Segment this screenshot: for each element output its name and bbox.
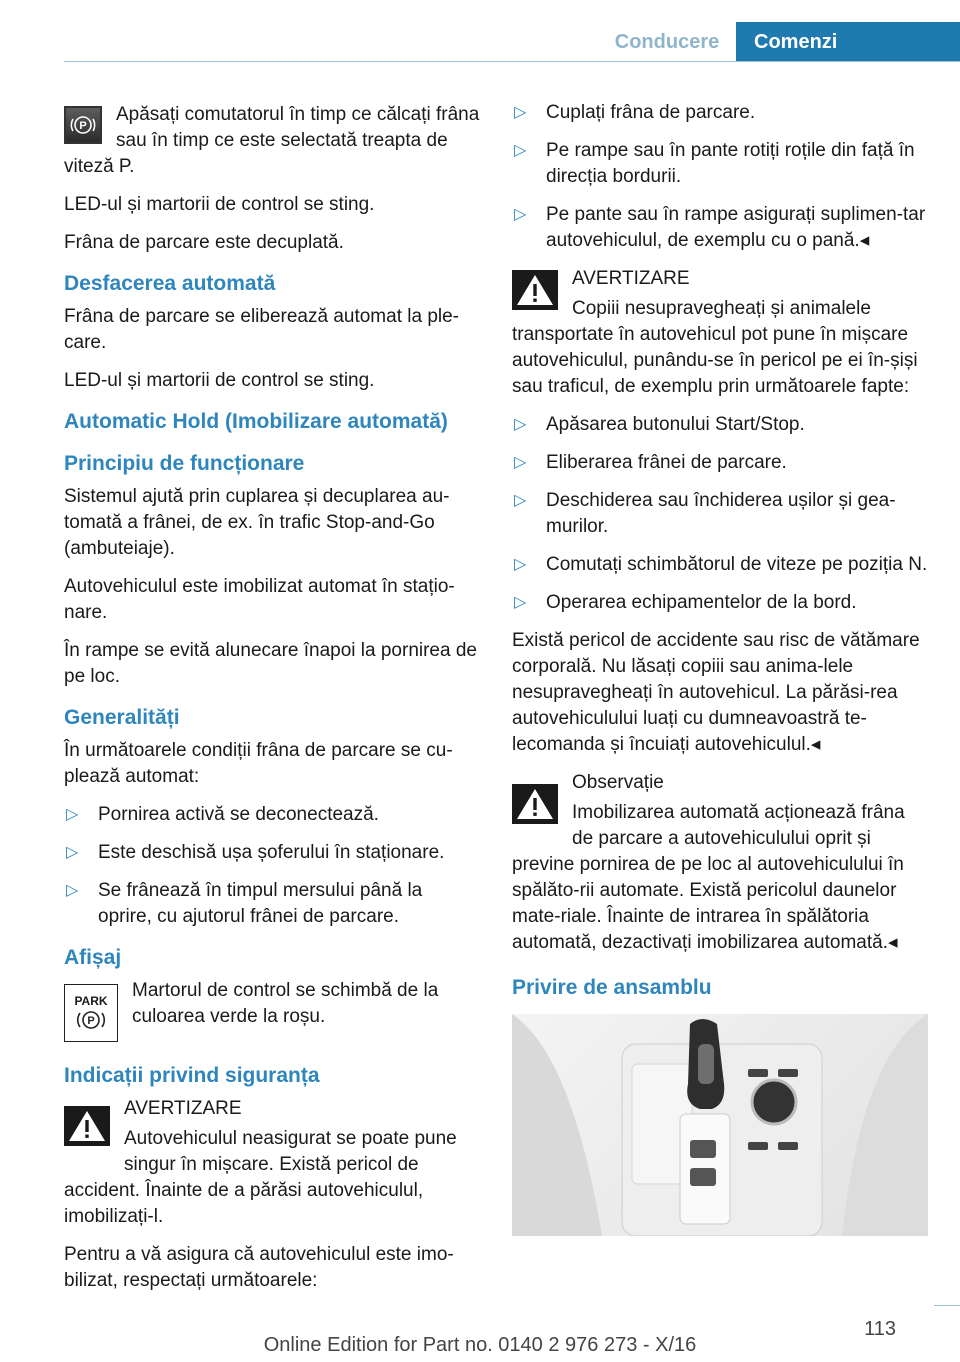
list-item: ▷ Este deschisă ușa șoferului în staționare.: [64, 840, 480, 866]
bullet-list: [512, 100, 928, 254]
paragraph: Pentru a vă asigura că autovehiculul este imo-bilizat, respectați următoarele:: [64, 1244, 454, 1291]
bullet-list: [64, 802, 480, 930]
svg-text:P: P: [87, 1015, 95, 1027]
tab-comenzi[interactable]: Comenzi: [736, 22, 960, 62]
triangle-bullet-icon: ▷: [514, 104, 527, 121]
paragraph: Martorul de control se schimbă de la culoarea verde la roșu.: [132, 980, 439, 1027]
section-heading: Afișaj: [64, 946, 122, 969]
list-item: ▷ Operarea echipamentelor de la bord.: [512, 590, 928, 616]
warning-block: [512, 266, 928, 400]
note-text: Imobilizarea automată acționează frâna de parcare a autovehiculului oprit și previne pornirea de pe loc al autovehiculului în spălăto-rii automate. Există pericolul daunelor mate-riale. Înainte de intrarea în spălătoria automată, dezactivați imobilizarea automată.◂: [512, 802, 905, 953]
list-item: ▷ Apăsarea butonului Start/Stop.: [512, 412, 928, 438]
parking-brake-block: [64, 100, 480, 192]
tab-conducere[interactable]: Conducere: [614, 30, 720, 53]
list-item: ▷ Se frânează în timpul mersului până la oprire, cu ajutorul frânei de parcare.: [66, 880, 423, 927]
list-item: ▷ Pornirea activă se deconectează.: [64, 802, 480, 828]
list-item: ▷ Pe rampe sau în pante rotiți roțile din față în direcția bordurii.: [514, 140, 915, 187]
paragraph: LED-ul și martorii de control se sting.: [64, 370, 375, 391]
note-block: [512, 770, 928, 956]
list-item: ▷ Deschiderea sau închiderea ușilor și gea-murilor.: [514, 490, 896, 537]
list-item: ▷ Eliberarea frânei de parcare.: [512, 450, 928, 476]
paragraph: Frâna de parcare este decuplată.: [64, 232, 344, 253]
paragraph: Apăsați comutatorul în timp ce călcați frâna sau în timp ce este selectată treapta de viteză P.: [64, 104, 480, 177]
list-item: ▷ Cuplați frâna de parcare.: [512, 100, 928, 126]
section-heading: Automatic Hold (Imobilizare automată): [64, 410, 448, 433]
svg-text:P: P: [79, 120, 87, 132]
paragraph: Există pericol de accidente sau risc de vătămare corporală. Nu lăsați copiii sau anima-lele nesupravegheați în autovehicul. La părăsi-rea autovehiculului luați cu dumneavoastră te-lecomanda și încuiați autovehiculul.◂: [512, 630, 920, 755]
left-column: [64, 100, 480, 1306]
warning-triangle-icon: [512, 270, 558, 315]
warning-triangle-icon: [64, 1106, 110, 1151]
triangle-bullet-icon: ▷: [514, 416, 527, 433]
paragraph: LED-ul și martorii de control se sting.: [64, 194, 375, 215]
footer-edition: Online Edition for Part no. 0140 2 976 273 - X/16: [263, 1334, 697, 1356]
bullet-list: [512, 412, 928, 616]
triangle-bullet-icon: ▷: [514, 492, 527, 509]
list-item: ▷ Pe pante sau în rampe asigurați suplimen-tar autovehiculul, de exemplu cu o pană.◂: [514, 204, 926, 251]
right-column: [512, 100, 928, 1236]
triangle-bullet-icon: ▷: [514, 594, 527, 611]
paragraph: Frâna de parcare se eliberează automat la ple-care.: [64, 306, 460, 353]
center-console-photo: [512, 1014, 928, 1236]
paragraph: Autovehiculul este imobilizat automat în stațio-nare.: [64, 576, 455, 623]
section-heading: Principiu de funcționare: [64, 452, 305, 475]
warning-triangle-icon: [512, 784, 558, 829]
note-title: Observație: [572, 772, 664, 793]
triangle-bullet-icon: ▷: [66, 882, 79, 899]
footer-divider: [934, 1305, 960, 1306]
warning-text: Copiii nesupravegheați și animalele transportate în autovehicul pot pune în mișcare autovehiculul, punându-se în pericol pe ei în-șiși sau traficul, de exemplu prin următoarele fapte:: [512, 298, 918, 397]
park-indicator-block: [64, 978, 480, 1048]
paragraph: În următoarele condiții frâna de parcare se cu-plează automat:: [64, 740, 453, 787]
section-heading: Desfacerea automată: [64, 272, 276, 295]
triangle-bullet-icon: ▷: [514, 142, 527, 159]
paragraph: Sistemul ajută prin cuplarea și decuplarea au-tomată a frânei, de ex. în trafic Stop-and-Go (ambuteiaje).: [64, 486, 450, 559]
warning-title: AVERTIZARE: [572, 268, 690, 289]
paragraph: În rampe se evită alunecare înapoi la pornirea de pe loc.: [64, 640, 477, 687]
warning-title: AVERTIZARE: [124, 1098, 242, 1119]
section-heading: Privire de ansamblu: [512, 976, 712, 999]
warning-text: Autovehiculul neasigurat se poate pune singur în mișcare. Există pericol de accident. Înainte de a părăsi autovehiculul, imobilizați-l.: [64, 1128, 457, 1227]
park-indicator-icon: PARK P: [64, 984, 118, 1042]
section-heading: Indicații privind siguranța: [64, 1064, 320, 1087]
triangle-bullet-icon: ▷: [514, 454, 527, 471]
page-number: 113: [864, 1318, 896, 1340]
parking-brake-button-icon: [64, 106, 102, 144]
triangle-bullet-icon: ▷: [66, 844, 79, 861]
triangle-bullet-icon: ▷: [514, 206, 527, 223]
header-divider: [64, 61, 960, 62]
triangle-bullet-icon: ▷: [514, 556, 527, 573]
warning-block: [64, 1096, 480, 1230]
section-heading: Generalități: [64, 706, 180, 729]
triangle-bullet-icon: ▷: [66, 806, 79, 823]
list-item: ▷ Comutați schimbătorul de viteze pe poziția N.: [512, 552, 928, 578]
